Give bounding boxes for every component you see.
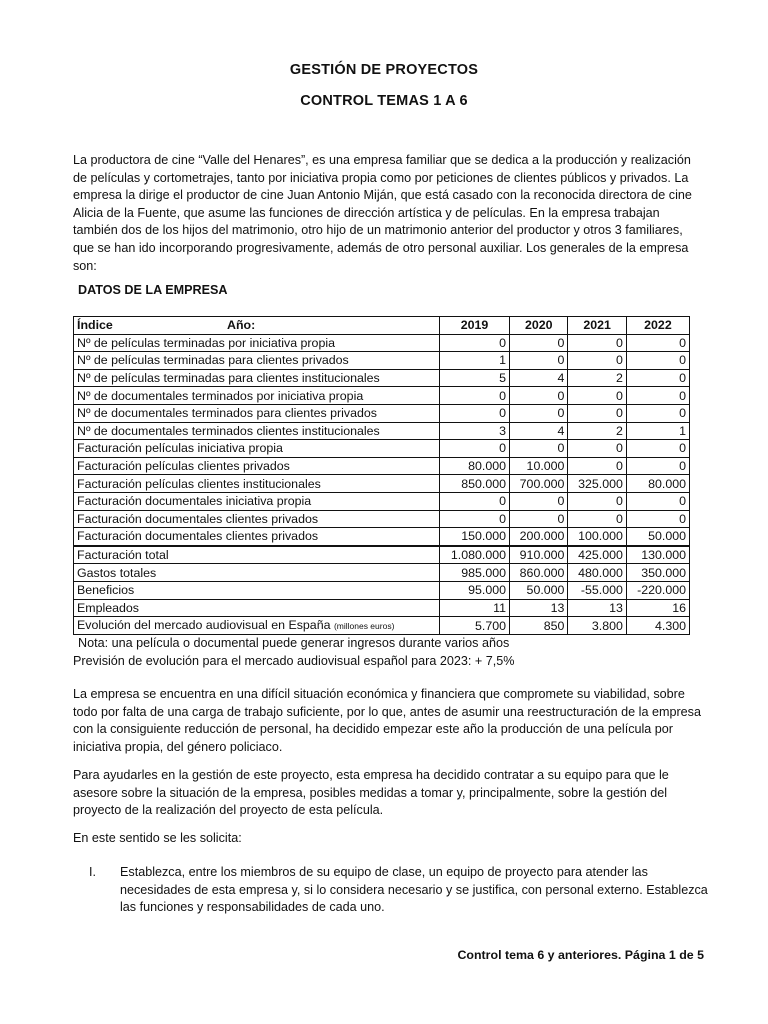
team-paragraph: Para ayudarles en la gestión de este proyecto, esta empresa ha decidido contratar a su equipo para que le asesore sobre la situación de la empresa, posibles medidas a tomar y, principalmente, sobre la gestión del proyecto de la realización del proyecto de esta película. <box>73 768 669 818</box>
row-label <box>74 564 440 582</box>
table-row <box>74 352 690 370</box>
table-cell: 0 <box>510 387 568 405</box>
table-cell: 0 <box>626 440 689 458</box>
page-footer: Control tema 6 y anteriores. Página 1 de 5 <box>457 948 704 962</box>
table-cell: 0 <box>626 404 689 422</box>
table-cell: 0 <box>626 352 689 370</box>
document-subtitle: CONTROL TEMAS 1 A 6 <box>300 93 468 109</box>
table-row <box>74 581 690 599</box>
table-row <box>74 457 690 475</box>
row-label <box>74 422 440 440</box>
row-label <box>74 352 440 370</box>
table-row <box>74 564 690 582</box>
document-title: GESTIÓN DE PROYECTOS <box>289 62 479 78</box>
table-cell: 0 <box>510 334 568 352</box>
table-cell: 0 <box>439 510 509 528</box>
table-cell: 13 <box>510 599 568 617</box>
table-row <box>74 599 690 617</box>
table-cell: 0 <box>626 510 689 528</box>
row-label <box>74 440 440 458</box>
row-label <box>74 599 440 617</box>
situation-paragraph: La empresa se encuentra en una difícil situación económica y financiera que compromete su viabilidad, sobre todo por falta de una carga de trabajo suficiente, por lo que, antes de asumir una reestructuración de la empresa con la consiguiente reducción de personal, ha decidido empezar este año la producción de una película por iniciativa propia, del género policiaco. <box>73 687 701 754</box>
table-cell: 0 <box>626 457 689 475</box>
row-label-text: Nº de películas terminadas para clientes privados <box>77 353 349 368</box>
company-data-table <box>73 316 690 635</box>
row-label <box>74 404 440 422</box>
row-label <box>74 546 440 564</box>
table-cell: 3.800 <box>568 617 626 635</box>
table-cell: 0 <box>439 440 509 458</box>
row-label <box>74 334 440 352</box>
table-cell: 10.000 <box>510 457 568 475</box>
table-cell: 0 <box>626 387 689 405</box>
header-year: 2022 <box>626 317 689 335</box>
row-label <box>74 475 440 493</box>
table-cell: 985.000 <box>439 564 509 582</box>
table-row <box>74 617 690 635</box>
table-cell: 13 <box>568 599 626 617</box>
row-label-text: Nº de documentales terminados clientes institucionales <box>77 423 380 438</box>
table-note: Nota: una película o documental puede generar ingresos durante varios años <box>78 636 510 650</box>
table-cell: 4 <box>510 369 568 387</box>
table-cell: 0 <box>568 440 626 458</box>
table-cell: 0 <box>510 352 568 370</box>
table-cell: 100.000 <box>568 528 626 546</box>
row-label-text: Nº de documentales terminados por iniciativa propia <box>77 388 364 403</box>
row-label <box>74 581 440 599</box>
table-cell: 0 <box>510 440 568 458</box>
table-row <box>74 422 690 440</box>
table-cell: 0 <box>568 352 626 370</box>
table-row <box>74 528 690 546</box>
row-label-text: Nº de películas terminadas para clientes institucionales <box>77 371 380 386</box>
header-year: 2019 <box>439 317 509 335</box>
table-cell: 910.000 <box>510 546 568 564</box>
row-label <box>74 457 440 475</box>
table-cell: 860.000 <box>510 564 568 582</box>
row-label-text: Gastos totales <box>77 565 157 580</box>
table-cell: 0 <box>510 404 568 422</box>
list-marker: I. <box>89 865 96 879</box>
table-row <box>74 475 690 493</box>
row-label-text: Facturación documentales clientes privados <box>77 511 319 526</box>
header-year: 2020 <box>510 317 568 335</box>
row-label-text: Beneficios <box>77 583 135 598</box>
row-label <box>74 617 440 635</box>
table-row <box>74 369 690 387</box>
row-label-text: Empleados <box>77 600 139 615</box>
table-cell: 80.000 <box>626 475 689 493</box>
row-label-text: Nº de documentales terminados para clientes privados <box>77 406 377 421</box>
table-cell: 95.000 <box>439 581 509 599</box>
row-label <box>74 369 440 387</box>
table-cell: 0 <box>439 492 509 510</box>
row-label-text: Facturación documentales clientes privados <box>77 529 319 544</box>
table-cell: 0 <box>568 404 626 422</box>
table-cell: 0 <box>568 492 626 510</box>
table-row <box>74 492 690 510</box>
table-cell: 0 <box>439 404 509 422</box>
table-cell: 130.000 <box>626 546 689 564</box>
table-cell: 4 <box>510 422 568 440</box>
header-year-label: Año: <box>227 318 256 333</box>
row-label <box>74 510 440 528</box>
table-row <box>74 387 690 405</box>
table-cell: 850.000 <box>439 475 509 493</box>
table-cell: 11 <box>439 599 509 617</box>
table-body <box>74 334 690 635</box>
table-cell: 200.000 <box>510 528 568 546</box>
row-label-text: Facturación total <box>77 548 169 563</box>
table-cell: 0 <box>626 369 689 387</box>
row-label <box>74 387 440 405</box>
table-cell: 1.080.000 <box>439 546 509 564</box>
table-cell: 4.300 <box>626 617 689 635</box>
header-index-label: Índice <box>77 318 113 333</box>
table-header-row <box>74 317 690 335</box>
row-label-text: Facturación películas clientes institucionales <box>77 476 321 491</box>
table-cell: 50.000 <box>510 581 568 599</box>
row-label-text: Facturación películas iniciativa propia <box>77 441 283 456</box>
table-cell: 2 <box>568 422 626 440</box>
table-row <box>74 334 690 352</box>
row-label-text: Evolución del mercado audiovisual en España <box>77 618 331 633</box>
table-cell: 80.000 <box>439 457 509 475</box>
table-cell: 0 <box>568 387 626 405</box>
table-row <box>74 510 690 528</box>
table-row <box>74 404 690 422</box>
row-label-text: Facturación documentales iniciativa propia <box>77 494 312 509</box>
section-heading: DATOS DE LA EMPRESA <box>78 283 228 297</box>
header-year: 2021 <box>568 317 626 335</box>
table-cell: 3 <box>439 422 509 440</box>
table-cell: -55.000 <box>568 581 626 599</box>
request-paragraph: En este sentido se les solicita: <box>73 831 242 845</box>
list-text: Establezca, entre los miembros de su equipo de clase, un equipo de proyecto para atender las necesidades de esta empresa y, si lo considera necesario y se justifica, con personal externo. Establezca las funciones y responsabilidades de cada uno. <box>120 865 708 915</box>
table-cell: 5.700 <box>439 617 509 635</box>
row-label-text: Nº de películas terminadas por iniciativa propia <box>77 335 335 350</box>
row-label <box>74 492 440 510</box>
table-cell: 850 <box>510 617 568 635</box>
table-header-index <box>74 317 440 335</box>
table-cell: 350.000 <box>626 564 689 582</box>
intro-paragraph: La productora de cine “Valle del Henares”, es una empresa familiar que se dedica a la producción y realización de películas y cortometrajes, tanto por iniciativa propia como por peticiones de clientes públicos y privados. La empresa la dirige el productor de cine Juan Antonio Miján, que está casado con la reconocida directora de cine Alicia de la Fuente, que asume las funciones de dirección artística y de películas. En la empresa trabajan también dos de los hijos del matrimonio, otro hijo de un matrimonio anterior del productor y otros 3 familiares, que se han ido incorporando progresivamente, además de otro personal auxiliar. Los generales de la empresa son: <box>73 153 692 273</box>
row-label-text: Facturación películas clientes privados <box>77 459 290 474</box>
table-cell: 0 <box>510 492 568 510</box>
table-cell: 0 <box>510 510 568 528</box>
table-cell: 0 <box>568 334 626 352</box>
table-cell: 1 <box>626 422 689 440</box>
table-cell: 0 <box>626 492 689 510</box>
table-cell: 0 <box>568 510 626 528</box>
table-cell: 50.000 <box>626 528 689 546</box>
market-forecast: Previsión de evolución para el mercado audiovisual español para 2023: + 7,5% <box>73 654 515 668</box>
table-cell: 0 <box>626 334 689 352</box>
table-cell: 16 <box>626 599 689 617</box>
table-cell: 0 <box>439 334 509 352</box>
table-cell: 325.000 <box>568 475 626 493</box>
table-cell: 5 <box>439 369 509 387</box>
table-cell: 0 <box>568 457 626 475</box>
row-label <box>74 528 440 546</box>
table-cell: 425.000 <box>568 546 626 564</box>
table-row <box>74 546 690 564</box>
table-cell: -220.000 <box>626 581 689 599</box>
table-cell: 150.000 <box>439 528 509 546</box>
table-row <box>74 440 690 458</box>
table-cell: 2 <box>568 369 626 387</box>
table-cell: 1 <box>439 352 509 370</box>
row-unit: (millones euros) <box>333 621 395 632</box>
table-cell: 0 <box>439 387 509 405</box>
table-cell: 480.000 <box>568 564 626 582</box>
table-cell: 700.000 <box>510 475 568 493</box>
